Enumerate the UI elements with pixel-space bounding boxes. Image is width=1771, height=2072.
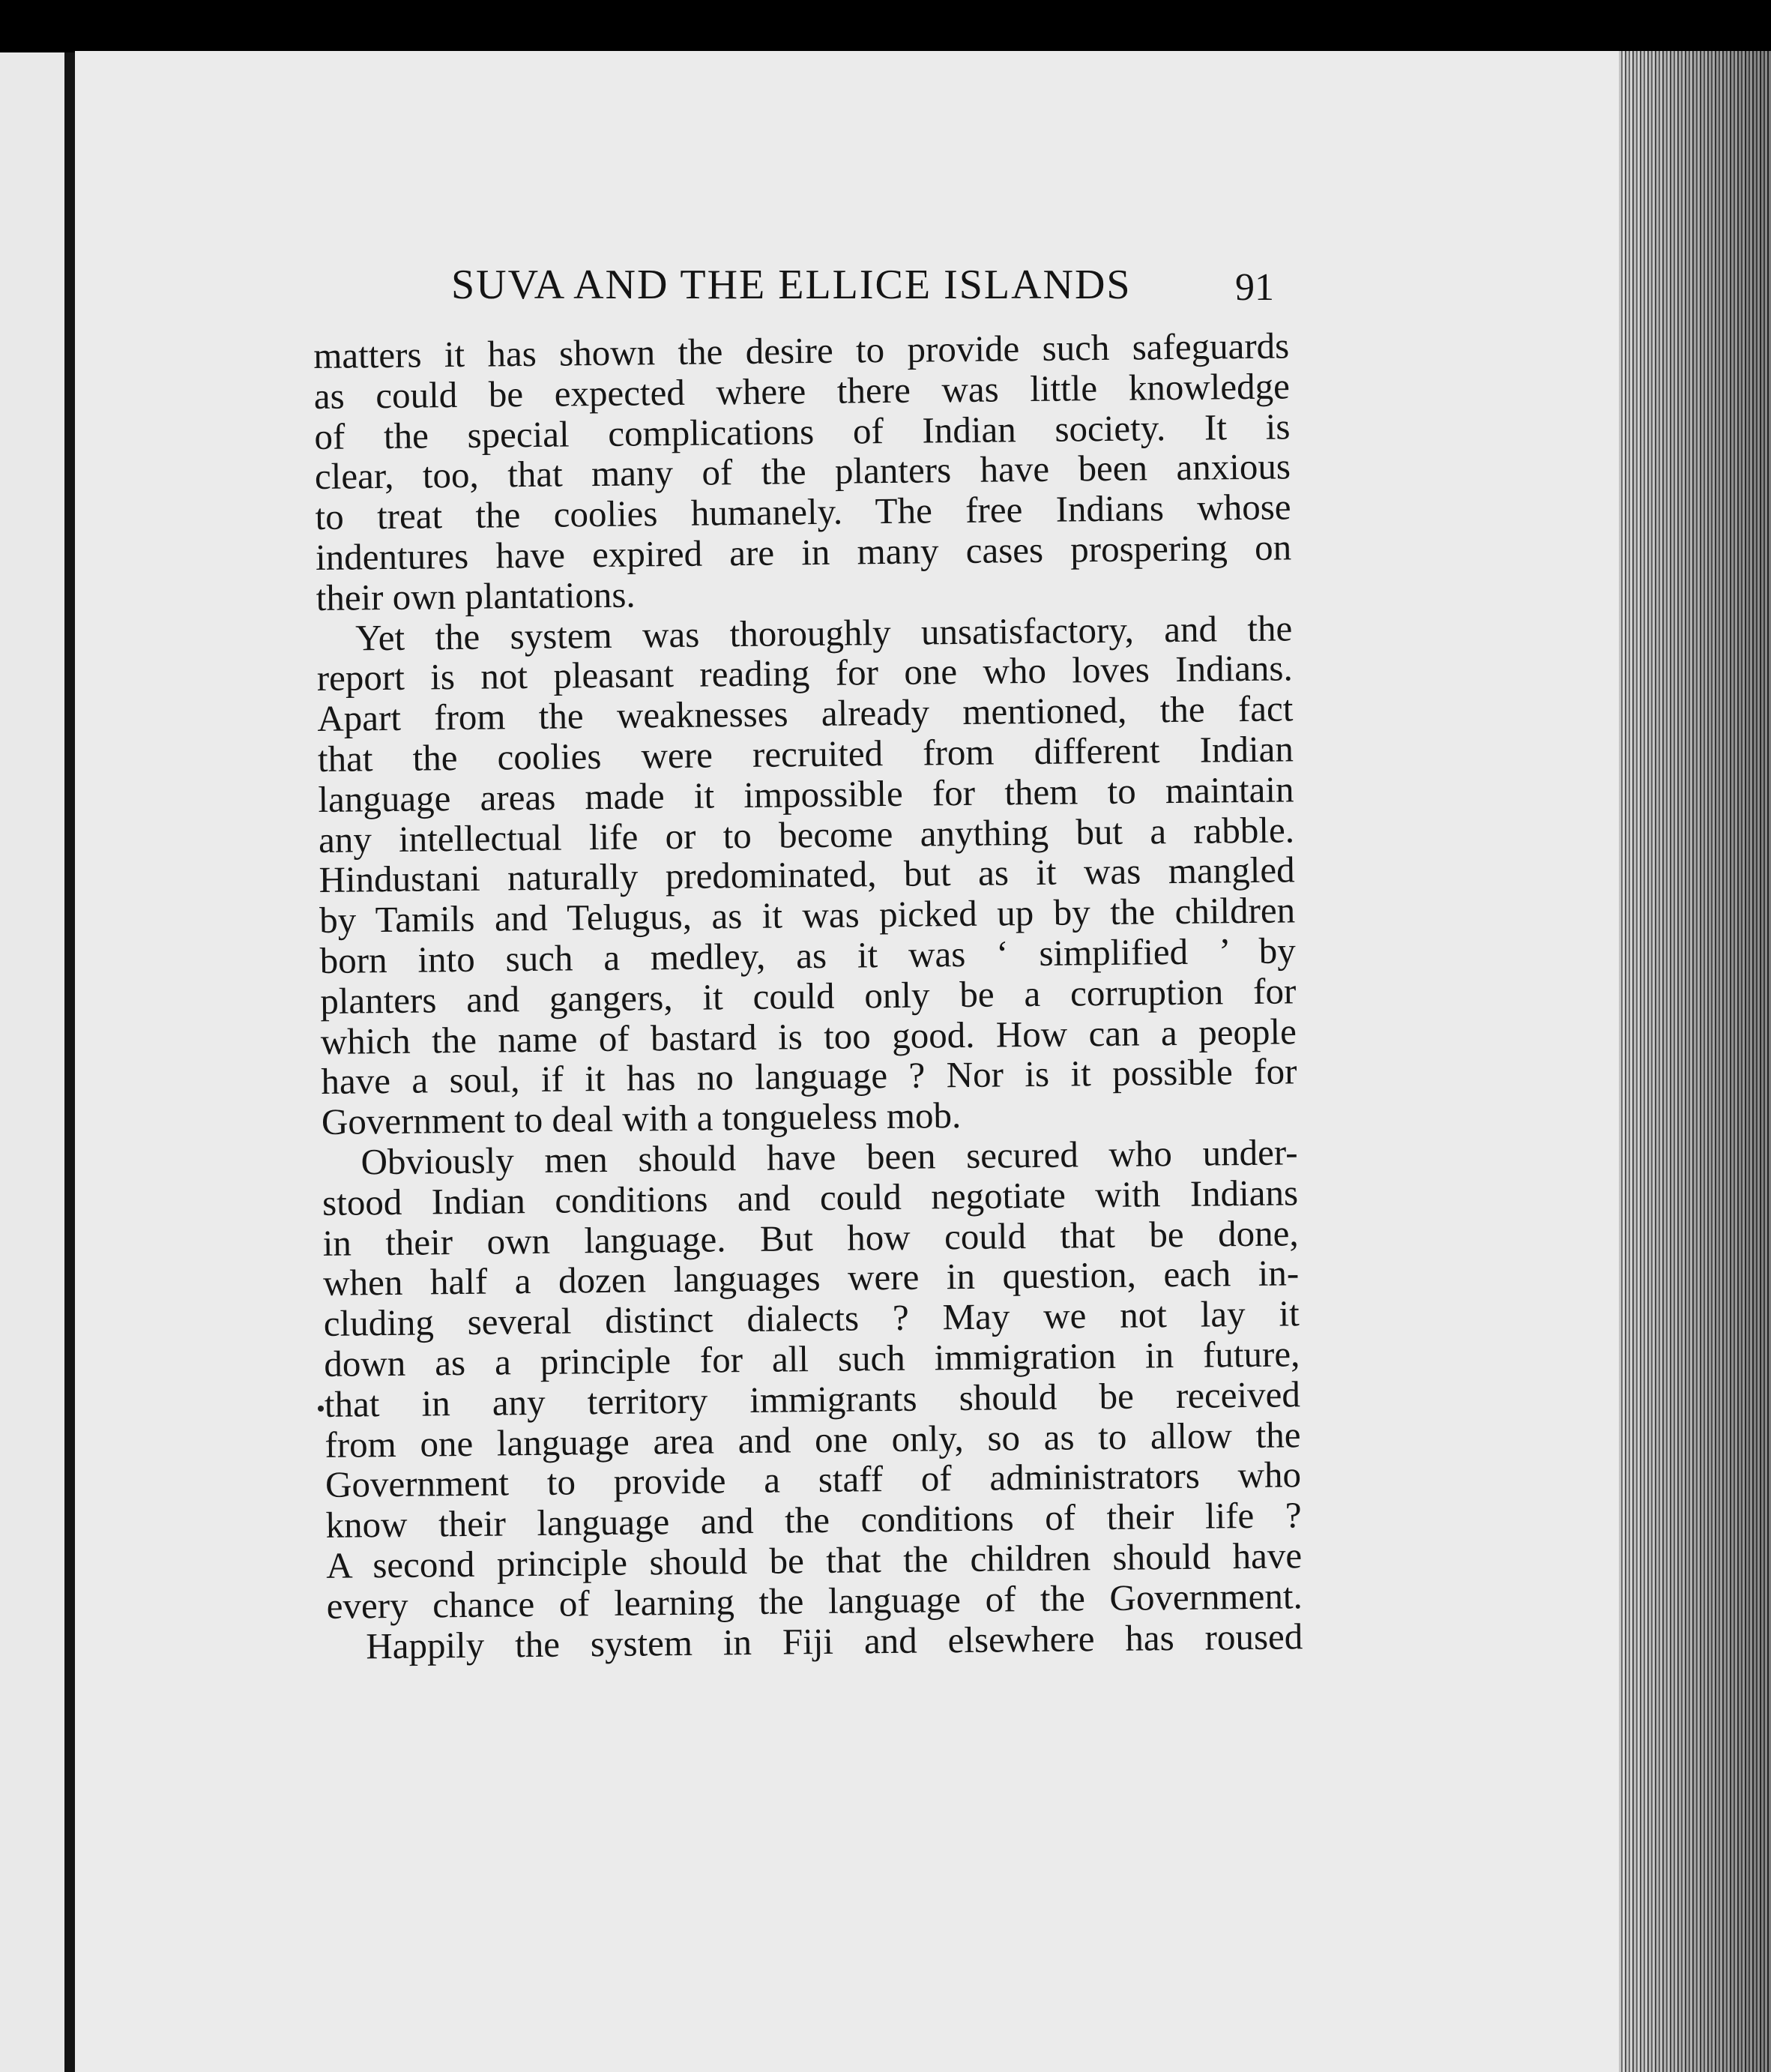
text-line: any intellectual life or to become anything but a rabble. xyxy=(318,808,1295,861)
text-line: when half a dozen languages were in question, each in- xyxy=(322,1252,1300,1304)
text-line: matters it has shown the desire to provide such safeguards xyxy=(313,325,1290,376)
text-line: from one language area and one only, so as to allow the xyxy=(325,1413,1301,1466)
text-line: Hindustani naturally predominated, but as it was mangled xyxy=(319,849,1295,901)
paragraph-first-line: Obviously men should have been secured who under- xyxy=(360,1131,1298,1183)
text-line: as could be expected where there was little knowledge xyxy=(313,365,1291,417)
paragraph-first-line: Happily the system in Fiji and elsewhere has roused xyxy=(366,1615,1303,1666)
text-line: down as a principle for all such immigration in future, xyxy=(324,1333,1300,1385)
text-line: know their language and the conditions of their life ? xyxy=(325,1494,1302,1547)
text-line: planters and gangers, it could only be a corruption for xyxy=(320,970,1297,1022)
paragraph-first-line: Yet the system was thoroughly unsatisfactory, and the xyxy=(354,606,1293,659)
text-line: of the special complications of Indian society. It is xyxy=(314,405,1291,457)
text-line: in their own language. But how could that be done, xyxy=(322,1211,1299,1264)
text-line: to treat the coolies humanely. The free Indians whose xyxy=(315,486,1291,538)
text-line: clear, too, that many of the planters have been anxious xyxy=(314,445,1291,498)
book-gutter xyxy=(64,52,75,2072)
page-number: 91 xyxy=(1235,266,1274,309)
text-line: stood Indian conditions and could negotiate with Indians xyxy=(322,1172,1299,1223)
facing-page-edge xyxy=(0,52,69,2072)
text-line: Government to deal with a tongueless mob. xyxy=(321,1094,962,1143)
text-line: have a soul, if it has no language ? Nor is it possible for xyxy=(321,1050,1297,1103)
text-line: by Tamils and Telugus, as it was picked up by the children xyxy=(319,889,1296,942)
body-text xyxy=(313,325,1303,1666)
text-line: that in any territory immigrants should be received xyxy=(324,1373,1301,1425)
text-line: born into such a medley, as it was ‘ simplified ’ by xyxy=(319,930,1296,981)
text-line: their own plantations. xyxy=(316,573,636,618)
running-head: SUVA AND THE ELLICE ISLANDS xyxy=(451,262,1132,308)
margin-dot-mark xyxy=(318,1406,324,1412)
text-line: every chance of learning the language of the Government. xyxy=(326,1574,1303,1627)
text-line: that the coolies were recruited from different Indian xyxy=(317,728,1294,780)
page-block-shadow xyxy=(1619,51,1771,2072)
text-line: which the name of bastard is too good. How can a people xyxy=(320,1010,1297,1062)
text-line: report is not pleasant reading for one who loves Indians. xyxy=(316,647,1294,699)
text-line: A second principle should be that the children should have xyxy=(325,1535,1303,1586)
text-line: language areas made it impossible for them to maintain xyxy=(318,768,1294,820)
text-line: Government to provide a staff of administrators who xyxy=(325,1454,1302,1506)
text-line: Apart from the weaknesses already mentioned, the fact xyxy=(317,687,1294,740)
text-line: cluding several distinct dialects ? May we not lay it xyxy=(323,1292,1300,1345)
text-line: indentures have expired are in many cases prospering on xyxy=(315,526,1292,578)
